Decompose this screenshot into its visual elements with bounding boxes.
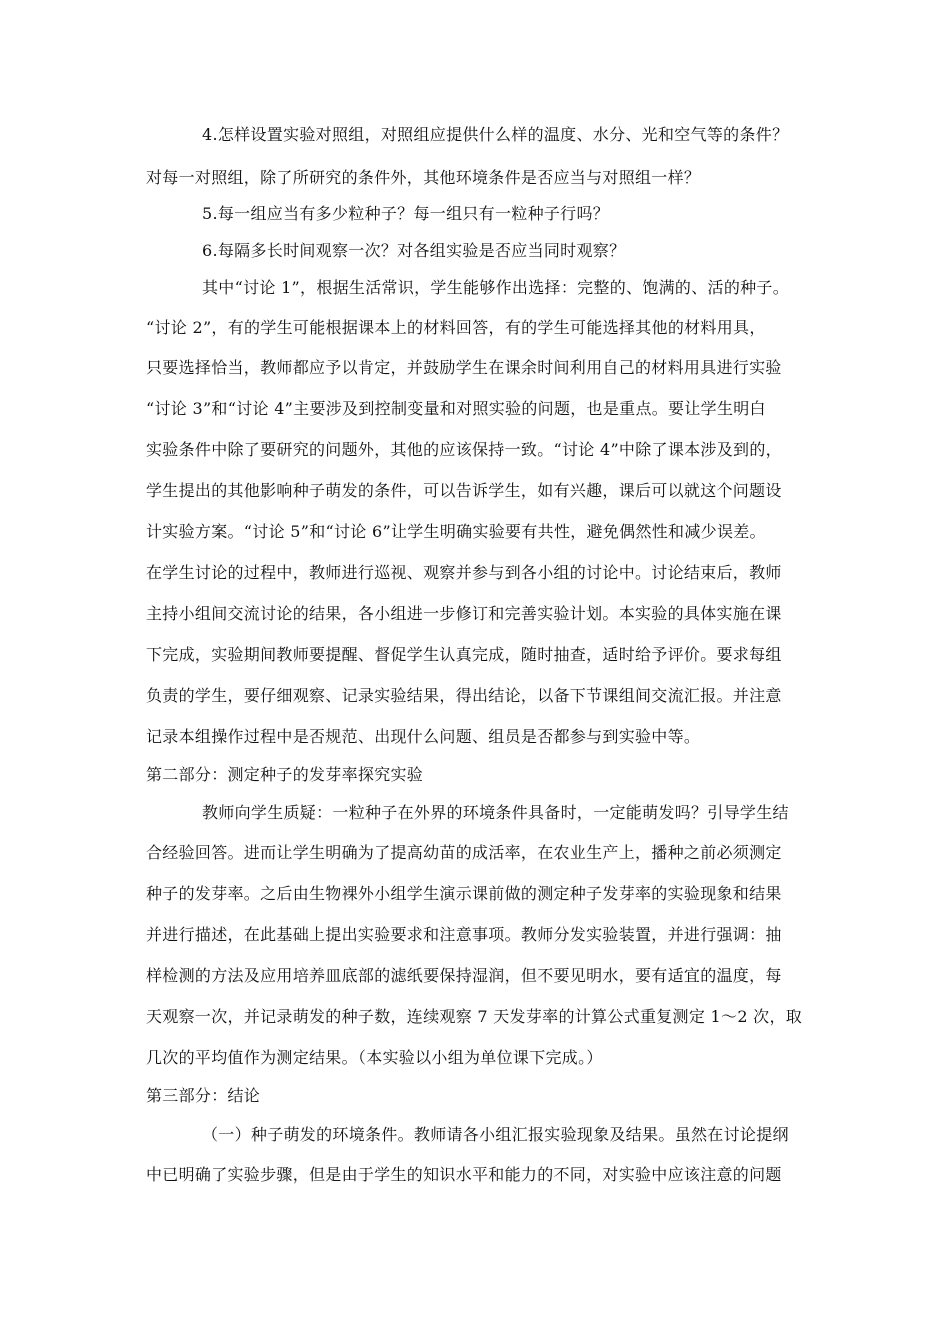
text-line: 样检测的方法及应用培养皿底部的滤纸要保持湿润，但不要见明水，要有适宜的温度，每 bbox=[146, 966, 782, 985]
text-line: 天观察一次，并记录萌发的种子数，连续观察 7 天发芽率的计算公式重复测定 1～2 次，取 bbox=[146, 1007, 803, 1026]
text-line: 记录本组操作过程中是否规范、出现什么问题、组员是否都参与到实验中等。 bbox=[146, 727, 701, 746]
text-line: 下完成，实验期间教师要提醒、督促学生认真完成，随时抽查，适时给予评价。要求每组 bbox=[146, 645, 782, 664]
text-line: 实验条件中除了要研究的问题外，其他的应该保持一致。“讨论 4”中除了课本涉及到的， bbox=[146, 440, 782, 459]
text-line: 4.怎样设置实验对照组，对照组应提供什么样的温度、水分、光和空气等的条件？ bbox=[202, 125, 789, 144]
text-line: 合经验回答。进而让学生明确为了提高幼苗的成活率，在农业生产上，播种之前必须测定 bbox=[146, 843, 782, 862]
text-line: 中已明确了实验步骤，但是由于学生的知识水平和能力的不同，对实验中应该注意的问题 bbox=[146, 1165, 782, 1184]
text-line: 主持小组间交流讨论的结果，各小组进一步修订和完善实验计划。本实验的具体实施在课 bbox=[146, 604, 782, 623]
text-line: 其中“讨论 1”，根据生活常识，学生能够作出选择：完整的、饱满的、活的种子。 bbox=[202, 278, 790, 297]
text-line: 只要选择恰当，教师都应予以肯定，并鼓励学生在课余时间利用自己的材料用具进行实验 bbox=[146, 358, 782, 377]
text-line: 在学生讨论的过程中，教师进行巡视、观察并参与到各小组的讨论中。讨论结束后，教师 bbox=[146, 563, 782, 582]
text-line: 几次的平均值作为测定结果。（本实验以小组为单位课下完成。） bbox=[146, 1048, 603, 1067]
section-heading: 第二部分：测定种子的发芽率探究实验 bbox=[146, 765, 424, 784]
text-line: 并进行描述，在此基础上提出实验要求和注意事项。教师分发实验装置，并进行强调：抽 bbox=[146, 925, 782, 944]
text-line: 学生提出的其他影响种子萌发的条件，可以告诉学生，如有兴趣，课后可以就这个问题设 bbox=[146, 481, 782, 500]
text-line: 计实验方案。“讨论 5”和“讨论 6”让学生明确实验要有共性，避免偶然性和减少误差。 bbox=[146, 522, 766, 541]
text-line: “讨论 2”，有的学生可能根据课本上的材料回答，有的学生可能选择其他的材料用具， bbox=[146, 318, 766, 337]
text-line: 种子的发芽率。之后由生物裸外小组学生演示课前做的测定种子发芽率的实验现象和结果 bbox=[146, 884, 782, 903]
text-line: 教师向学生质疑：一粒种子在外界的环境条件具备时，一定能萌发吗？引导学生结 bbox=[202, 803, 789, 822]
text-line: 6.每隔多长时间观察一次？对各组实验是否应当同时观察？ bbox=[202, 241, 626, 260]
text-line: “讨论 3”和“讨论 4”主要涉及到控制变量和对照实验的问题，也是重点。要让学生明白 bbox=[146, 399, 766, 418]
section-heading: 第三部分：结论 bbox=[146, 1086, 261, 1105]
text-line: 对每一对照组，除了所研究的条件外，其他环境条件是否应当与对照组一样？ bbox=[146, 168, 701, 187]
text-line: 5.每一组应当有多少粒种子？每一组只有一粒种子行吗？ bbox=[202, 204, 610, 223]
text-line: 负责的学生，要仔细观察、记录实验结果，得出结论，以备下节课组间交流汇报。并注意 bbox=[146, 686, 782, 705]
text-line: （一）种子萌发的环境条件。教师请各小组汇报实验现象及结果。虽然在讨论提纲 bbox=[202, 1125, 789, 1144]
